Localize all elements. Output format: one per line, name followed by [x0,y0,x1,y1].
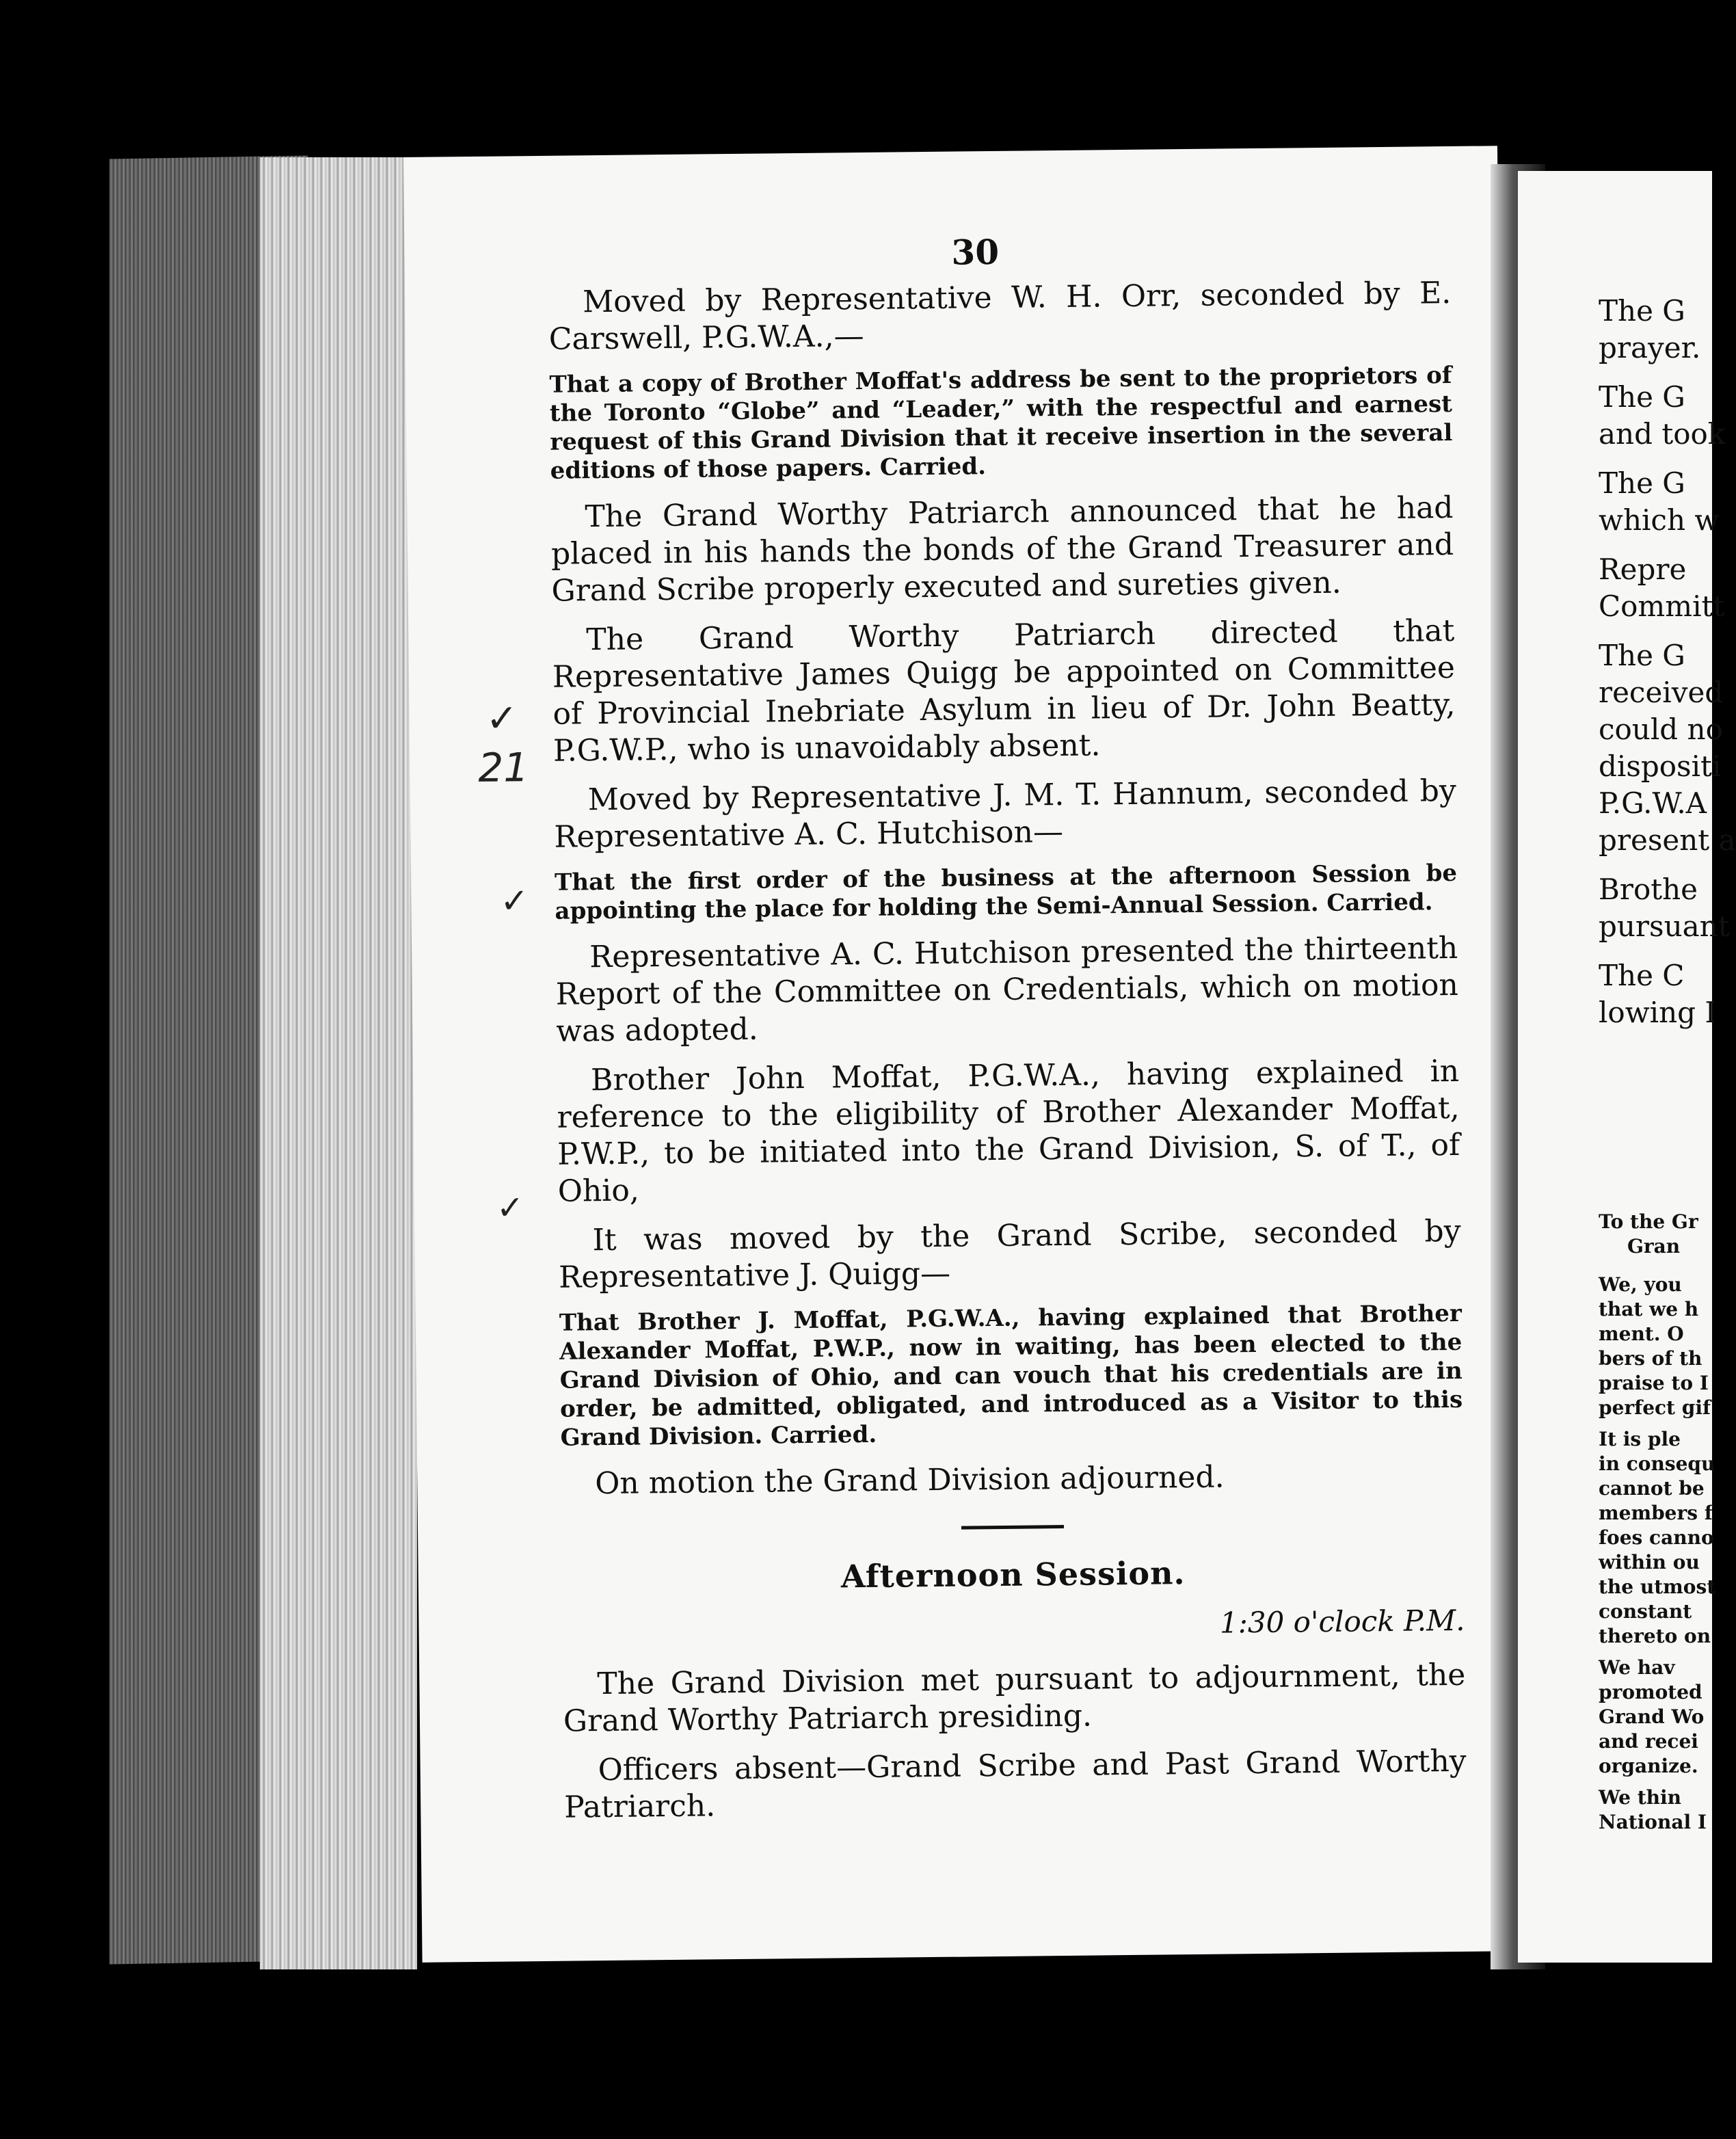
right-page-small-line: thereto on [1599,1625,1711,1647]
left-page [403,146,1517,1963]
right-page-small-line: that we h [1599,1298,1699,1320]
right-page-fragment [1518,171,1736,1963]
right-page-line: received [1599,676,1724,709]
paragraph: Brother John Moffat, P.G.W.A., having explained in reference to the eligibility of Brother Alexander Moffat, P.W.P., to be initiated into the Grand Division, S. of T., of Ohio, [557,1053,1460,1209]
right-page-small-line: the utmost [1599,1576,1716,1598]
right-page-small-line: bers of th [1599,1347,1702,1370]
right-page-small-line: foes canno [1599,1526,1714,1549]
right-page-line: present a [1599,823,1736,857]
right-page-line: P.G.W.A [1599,786,1707,820]
section-divider [961,1525,1064,1530]
right-page-small-line: perfect gif [1599,1396,1711,1419]
paragraph: Officers absent—Grand Scribe and Past Grand Worthy Patriarch. [564,1743,1467,1825]
right-page-line: prayer. [1599,331,1701,364]
paragraph: Moved by Representative W. H. Orr, seconded by E. Carswell, P.G.W.A.,— [548,275,1452,357]
right-page-line: pursuant [1599,909,1730,943]
right-page-small-line: Gran [1627,1235,1681,1258]
right-page-small-line: To the Gr [1599,1210,1698,1233]
paragraph: The Grand Worthy Patriarch announced that he had placed in his hands the bonds of the Grand Treasurer and Grand Scribe properly executed and sureties given. [550,490,1454,609]
right-page-small-line: We hav [1599,1656,1675,1679]
resolution-paragraph: That the first order of the business at the afternoon Session be appointing the place for holding the Semi-Annual Session. Carried. [554,859,1458,925]
right-page-line: The G [1599,639,1685,672]
resolution-paragraph: That Brother J. Moffat, P.G.W.A., having explained that Brother Alexander Moffat, P.W.P., now in waiting, has been elected to the Grand Division of Ohio, and can vouch that his credentials are in order, be admitted, obligated, and introduced as a Visitor to this Grand Division. Carried. [559,1299,1463,1452]
right-page-small-line: within ou [1599,1551,1700,1573]
margin-check-mark: ✓ [500,881,529,921]
right-page-line: could no [1599,713,1723,746]
paragraph: It was moved by the Grand Scribe, seconded by Representative J. Quigg— [558,1213,1461,1295]
session-heading: Afternoon Session. [840,1554,1186,1595]
right-page-line: and took [1599,417,1726,451]
right-page-small-line: cannot be [1599,1477,1705,1500]
page-text [548,275,1467,1839]
right-page-small-line: Grand Wo [1599,1705,1705,1728]
right-page-small-line: in consequ [1599,1452,1715,1475]
right-page-line: The G [1599,294,1685,328]
right-page-line: which w [1599,503,1720,537]
right-page-line: Brothe [1599,873,1698,906]
right-page-line: The C [1599,959,1685,992]
right-page-small-line: ment. O [1599,1323,1684,1345]
right-page-line: dispositi [1599,749,1722,783]
paragraph: On motion the Grand Division adjourned. [595,1459,1225,1502]
paragraph: The Grand Division met pursuant to adjournment, the Grand Worthy Patriarch presiding. [563,1657,1466,1739]
margin-check-mark: ✓ [496,1188,524,1227]
page-number: 30 [951,231,1000,273]
right-page-small-line: We thin [1599,1786,1682,1809]
margin-handwritten-number: 21 [478,744,529,791]
session-time: 1:30 o'clock P.M. [1219,1603,1465,1640]
right-page-line: Committ [1599,589,1725,623]
right-page-small-line: promoted [1599,1681,1702,1703]
right-page-small-line: constant [1599,1600,1692,1623]
resolution-paragraph: That a copy of Brother Moffat's address be sent to the proprietors of the Toronto “Globe” and “Leader,” with the respectful and earnest request of this Grand Division that it receive insertion in the several editions of those papers. Carried. [549,361,1453,485]
margin-check-mark: ✓ [485,696,518,741]
right-page-line: lowing I [1599,996,1716,1029]
page-stack-edge [260,157,417,1969]
right-page-small-line: praise to I [1599,1372,1709,1394]
right-page-small-line: It is ple [1599,1428,1681,1450]
right-page-small-line: We, you [1599,1273,1682,1296]
paragraph: The Grand Worthy Patriarch directed that Representative James Quigg be appointed on Committee of Provincial Inebriate Asylum in lieu of Dr. John Beatty, P.G.W.P., who is unavoidably absent. [552,613,1456,769]
paragraph: Representative A. C. Hutchison presented the thirteenth Report of the Committee on Credentials, which on motion was adopted. [555,930,1459,1049]
right-page-line: The G [1599,466,1685,500]
right-page-line: The G [1599,380,1685,414]
right-page-small-line: National I [1599,1811,1707,1833]
right-page-small-line: and recei [1599,1730,1698,1753]
paragraph: Moved by Representative J. M. T. Hannum, seconded by Representative A. C. Hutchison— [554,773,1457,855]
right-page-small-line: organize. [1599,1755,1698,1777]
right-page-line: Repre [1599,553,1687,586]
right-page-small-line: members f [1599,1502,1713,1524]
